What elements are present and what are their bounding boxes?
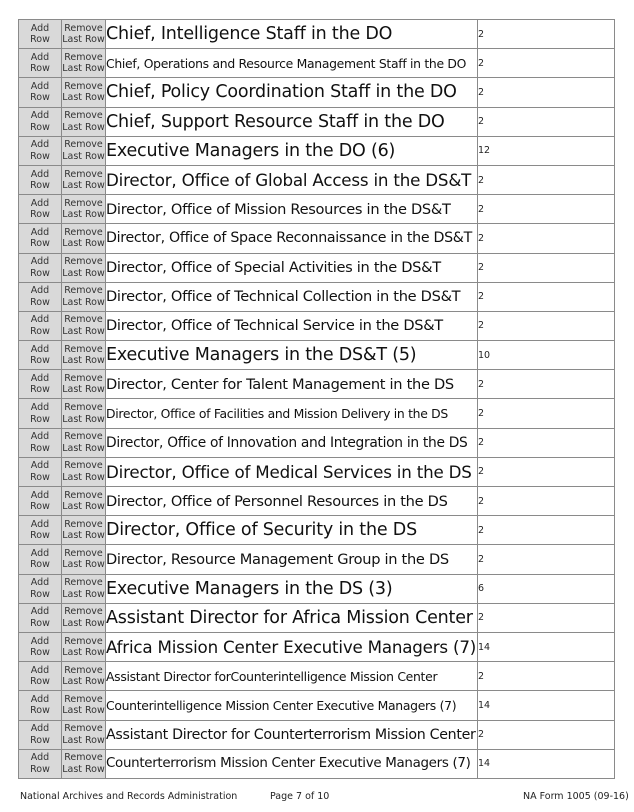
remove-row-label-line: Last Row: [62, 617, 105, 629]
table-row: [19, 253, 615, 282]
count-field[interactable]: 14: [478, 691, 615, 720]
footer-form-number: NA Form 1005 (09-16): [523, 791, 629, 802]
add-row-cell: [19, 311, 62, 340]
count-field[interactable]: 2: [478, 720, 615, 749]
add-row-label-line: Add: [30, 752, 50, 764]
remove-row-label-line: Last Row: [62, 734, 105, 746]
remove-row-label-line: Remove: [64, 314, 103, 326]
remove-row-cell: [62, 78, 106, 107]
add-row-cell: [19, 691, 62, 720]
add-row-button[interactable]: [19, 198, 61, 221]
add-row-label-line: Row: [30, 209, 50, 221]
add-row-label-line: Row: [30, 267, 50, 279]
count-field[interactable]: 2: [478, 428, 615, 457]
position-title-field[interactable]: Director, Office of Technical Service in the DS&T: [106, 311, 478, 340]
table-row: [19, 749, 615, 778]
remove-row-label-line: Last Row: [62, 471, 105, 483]
count-field[interactable]: 2: [478, 165, 615, 194]
table-row: [19, 224, 615, 253]
remove-row-label-line: Remove: [64, 372, 103, 384]
remove-row-cell: [62, 457, 106, 486]
remove-last-row-button[interactable]: [62, 402, 105, 425]
remove-row-label-line: Remove: [64, 168, 103, 180]
remove-row-label-line: Last Row: [62, 355, 105, 367]
count-field[interactable]: 2: [478, 107, 615, 136]
add-row-cell: [19, 224, 62, 253]
table-row: [19, 399, 615, 428]
add-row-button[interactable]: [19, 577, 61, 600]
remove-last-row-button[interactable]: [62, 110, 105, 133]
remove-last-row-button[interactable]: [62, 139, 105, 162]
position-title-field[interactable]: Executive Managers in the DO (6): [106, 136, 478, 165]
add-row-button[interactable]: [19, 23, 61, 46]
add-row-label-line: Row: [30, 150, 50, 162]
add-row-label-line: Row: [30, 471, 50, 483]
add-row-label-line: Row: [30, 92, 50, 104]
position-title-field[interactable]: Chief, Support Resource Staff in the DO: [106, 107, 478, 136]
remove-row-label-line: Remove: [64, 197, 103, 209]
position-title-field[interactable]: Chief, Policy Coordination Staff in the DO: [106, 78, 478, 107]
add-row-cell: [19, 545, 62, 574]
add-row-label-line: Row: [30, 180, 50, 192]
add-row-cell: [19, 136, 62, 165]
remove-row-cell: [62, 662, 106, 691]
add-row-label-line: Row: [30, 413, 50, 425]
remove-row-label-line: Remove: [64, 723, 103, 735]
remove-row-label-line: Remove: [64, 343, 103, 355]
remove-row-cell: [62, 749, 106, 778]
remove-row-label-line: Remove: [64, 518, 103, 530]
table-row: [19, 487, 615, 516]
remove-row-cell: [62, 136, 106, 165]
count-field[interactable]: 2: [478, 49, 615, 78]
table-row: [19, 662, 615, 691]
add-row-cell: [19, 165, 62, 194]
add-row-cell: [19, 574, 62, 603]
remove-row-label-line: Remove: [64, 256, 103, 268]
add-row-label-line: Row: [30, 588, 50, 600]
position-title-field[interactable]: Counterterrorism Mission Center Executive Managers (7): [106, 749, 478, 778]
remove-row-label-line: Remove: [64, 51, 103, 63]
remove-row-label-line: Remove: [64, 226, 103, 238]
add-row-label-line: Add: [30, 664, 50, 676]
table-row: [19, 720, 615, 749]
add-row-button[interactable]: [19, 606, 61, 629]
count-field[interactable]: 2: [478, 662, 615, 691]
add-row-label-line: Add: [30, 693, 50, 705]
add-row-button[interactable]: [19, 285, 61, 308]
add-row-button[interactable]: [19, 519, 61, 542]
add-row-label-line: Add: [30, 22, 50, 34]
count-field[interactable]: 2: [478, 370, 615, 399]
count-field[interactable]: 2: [478, 20, 615, 49]
remove-row-cell: [62, 341, 106, 370]
remove-last-row-button[interactable]: [62, 490, 105, 513]
add-row-label-line: Row: [30, 617, 50, 629]
add-row-button[interactable]: [19, 752, 61, 775]
remove-row-label-line: Last Row: [62, 296, 105, 308]
remove-last-row-button[interactable]: [62, 606, 105, 629]
count-field[interactable]: 2: [478, 224, 615, 253]
add-row-label-line: Add: [30, 372, 50, 384]
add-row-label-line: Add: [30, 256, 50, 268]
table-row: [19, 632, 615, 661]
remove-row-label-line: Last Row: [62, 763, 105, 775]
remove-row-label-line: Remove: [64, 664, 103, 676]
add-row-label-line: Add: [30, 460, 50, 472]
table-row: [19, 341, 615, 370]
remove-last-row-button[interactable]: [62, 227, 105, 250]
add-row-label-line: Row: [30, 559, 50, 571]
add-row-label-line: Row: [30, 705, 50, 717]
table-row: [19, 691, 615, 720]
position-title-field[interactable]: Director, Office of Technical Collection in the DS&T: [106, 282, 478, 311]
table-row: [19, 545, 615, 574]
remove-last-row-button[interactable]: [62, 752, 105, 775]
add-row-cell: [19, 20, 62, 49]
add-row-label-line: Add: [30, 343, 50, 355]
remove-row-label-line: Last Row: [62, 238, 105, 250]
remove-last-row-button[interactable]: [62, 723, 105, 746]
remove-row-label-line: Last Row: [62, 384, 105, 396]
position-title-field[interactable]: Assistant Director for Counterterrorism Mission Center: [106, 720, 478, 749]
remove-row-label-line: Last Row: [62, 442, 105, 454]
add-row-button[interactable]: [19, 694, 61, 717]
remove-row-label-line: Last Row: [62, 676, 105, 688]
footer-agency: National Archives and Records Administration: [20, 791, 238, 802]
position-title-field[interactable]: Chief, Operations and Resource Management Staff in the DO: [106, 49, 478, 78]
remove-row-label-line: Remove: [64, 752, 103, 764]
remove-row-label-line: Remove: [64, 577, 103, 589]
position-title-field[interactable]: Director, Office of Medical Services in the DS: [106, 457, 478, 486]
add-row-label-line: Row: [30, 442, 50, 454]
remove-row-cell: [62, 428, 106, 457]
add-row-button[interactable]: [19, 548, 61, 571]
remove-row-cell: [62, 632, 106, 661]
add-row-cell: [19, 487, 62, 516]
remove-row-label-line: Last Row: [62, 34, 105, 46]
position-title-field[interactable]: Director, Office of Security in the DS: [106, 516, 478, 545]
remove-last-row-button[interactable]: [62, 285, 105, 308]
remove-last-row-button[interactable]: [62, 169, 105, 192]
table-row: [19, 195, 615, 224]
add-row-button[interactable]: [19, 314, 61, 337]
add-row-cell: [19, 516, 62, 545]
position-title-field[interactable]: Director, Resource Management Group in the DS: [106, 545, 478, 574]
remove-row-label-line: Remove: [64, 402, 103, 414]
remove-last-row-button[interactable]: [62, 198, 105, 221]
remove-last-row-button[interactable]: [62, 636, 105, 659]
position-title-field[interactable]: Executive Managers in the DS (3): [106, 574, 478, 603]
add-row-label-line: Row: [30, 501, 50, 513]
add-row-cell: [19, 603, 62, 632]
remove-last-row-button[interactable]: [62, 81, 105, 104]
table-row: [19, 78, 615, 107]
remove-row-cell: [62, 574, 106, 603]
position-title-field[interactable]: Africa Mission Center Executive Managers (7): [106, 632, 478, 661]
remove-last-row-button[interactable]: [62, 373, 105, 396]
count-field[interactable]: 6: [478, 574, 615, 603]
add-row-label-line: Row: [30, 530, 50, 542]
add-row-button[interactable]: [19, 665, 61, 688]
add-row-label-line: Row: [30, 763, 50, 775]
remove-row-label-line: Last Row: [62, 92, 105, 104]
add-row-button[interactable]: [19, 52, 61, 75]
add-row-label-line: Row: [30, 647, 50, 659]
count-field[interactable]: 14: [478, 632, 615, 661]
position-title-field[interactable]: Director, Office of Facilities and Mission Delivery in the DS: [106, 399, 478, 428]
table-row: [19, 136, 615, 165]
add-row-label-line: Add: [30, 51, 50, 63]
add-row-label-line: Add: [30, 110, 50, 122]
add-row-label-line: Row: [30, 63, 50, 75]
add-row-cell: [19, 49, 62, 78]
add-row-cell: [19, 428, 62, 457]
records-grid: [18, 19, 615, 779]
remove-last-row-button[interactable]: [62, 548, 105, 571]
remove-last-row-button[interactable]: [62, 460, 105, 483]
table-row: [19, 107, 615, 136]
remove-row-cell: [62, 720, 106, 749]
remove-row-cell: [62, 370, 106, 399]
remove-row-label-line: Remove: [64, 489, 103, 501]
records-table-body: [19, 20, 615, 779]
position-title-field[interactable]: Counterintelligence Mission Center Executive Managers (7): [106, 691, 478, 720]
add-row-label-line: Add: [30, 723, 50, 735]
add-row-label-line: Add: [30, 635, 50, 647]
remove-row-label-line: Last Row: [62, 150, 105, 162]
remove-row-label-line: Remove: [64, 606, 103, 618]
remove-last-row-button[interactable]: [62, 431, 105, 454]
remove-row-cell: [62, 253, 106, 282]
table-row: [19, 165, 615, 194]
table-row: [19, 370, 615, 399]
add-row-label-line: Add: [30, 606, 50, 618]
remove-last-row-button[interactable]: [62, 256, 105, 279]
remove-row-label-line: Remove: [64, 547, 103, 559]
remove-last-row-button[interactable]: [62, 314, 105, 337]
position-title-field[interactable]: Executive Managers in the DS&T (5): [106, 341, 478, 370]
position-title-field[interactable]: Chief, Intelligence Staff in the DO: [106, 20, 478, 49]
count-field[interactable]: 2: [478, 253, 615, 282]
remove-row-label-line: Last Row: [62, 705, 105, 717]
count-field[interactable]: 2: [478, 487, 615, 516]
add-row-label-line: Add: [30, 226, 50, 238]
count-field[interactable]: 10: [478, 341, 615, 370]
table-row: [19, 282, 615, 311]
add-row-cell: [19, 662, 62, 691]
remove-row-cell: [62, 49, 106, 78]
position-title-field[interactable]: Director, Office of Special Activities in the DS&T: [106, 253, 478, 282]
add-row-cell: [19, 253, 62, 282]
remove-row-cell: [62, 20, 106, 49]
add-row-label-line: Row: [30, 325, 50, 337]
add-row-button[interactable]: [19, 169, 61, 192]
remove-last-row-button[interactable]: [62, 665, 105, 688]
add-row-label-line: Add: [30, 80, 50, 92]
add-row-label-line: Add: [30, 577, 50, 589]
table-row: [19, 574, 615, 603]
remove-row-label-line: Remove: [64, 80, 103, 92]
remove-row-label-line: Last Row: [62, 413, 105, 425]
remove-row-cell: [62, 487, 106, 516]
add-row-label-line: Add: [30, 489, 50, 501]
add-row-button[interactable]: [19, 723, 61, 746]
add-row-button[interactable]: [19, 81, 61, 104]
remove-row-cell: [62, 545, 106, 574]
remove-row-label-line: Remove: [64, 431, 103, 443]
add-row-button[interactable]: [19, 139, 61, 162]
add-row-cell: [19, 749, 62, 778]
count-field[interactable]: 14: [478, 749, 615, 778]
remove-row-cell: [62, 691, 106, 720]
remove-row-label-line: Last Row: [62, 325, 105, 337]
remove-last-row-button[interactable]: [62, 344, 105, 367]
remove-row-cell: [62, 399, 106, 428]
remove-row-cell: [62, 282, 106, 311]
add-row-cell: [19, 632, 62, 661]
remove-row-cell: [62, 516, 106, 545]
add-row-label-line: Row: [30, 355, 50, 367]
remove-last-row-button[interactable]: [62, 577, 105, 600]
remove-row-label-line: Last Row: [62, 180, 105, 192]
position-title-field[interactable]: Director, Office of Global Access in the DS&T: [106, 165, 478, 194]
add-row-button[interactable]: [19, 636, 61, 659]
remove-row-label-line: Remove: [64, 139, 103, 151]
add-row-label-line: Add: [30, 197, 50, 209]
position-title-field[interactable]: Director, Office of Personnel Resources in the DS: [106, 487, 478, 516]
remove-last-row-button[interactable]: [62, 52, 105, 75]
add-row-button[interactable]: [19, 402, 61, 425]
remove-row-cell: [62, 195, 106, 224]
remove-row-label-line: Last Row: [62, 647, 105, 659]
remove-row-label-line: Remove: [64, 693, 103, 705]
position-title-field[interactable]: Assistant Director for Africa Mission Center: [106, 603, 478, 632]
position-title-field[interactable]: Director, Office of Mission Resources in the DS&T: [106, 195, 478, 224]
table-row: [19, 428, 615, 457]
remove-row-label-line: Last Row: [62, 501, 105, 513]
add-row-button[interactable]: [19, 373, 61, 396]
add-row-label-line: Add: [30, 168, 50, 180]
add-row-label-line: Add: [30, 518, 50, 530]
add-row-cell: [19, 399, 62, 428]
count-field[interactable]: 12: [478, 136, 615, 165]
add-row-label-line: Add: [30, 139, 50, 151]
remove-row-cell: [62, 107, 106, 136]
records-table: [18, 19, 615, 779]
remove-row-label-line: Remove: [64, 635, 103, 647]
add-row-cell: [19, 78, 62, 107]
remove-row-label-line: Last Row: [62, 63, 105, 75]
table-row: [19, 516, 615, 545]
add-row-button[interactable]: [19, 460, 61, 483]
add-row-button[interactable]: [19, 227, 61, 250]
count-field[interactable]: 2: [478, 311, 615, 340]
add-row-cell: [19, 282, 62, 311]
remove-row-label-line: Remove: [64, 22, 103, 34]
add-row-label-line: Row: [30, 384, 50, 396]
add-row-cell: [19, 370, 62, 399]
add-row-button[interactable]: [19, 344, 61, 367]
remove-row-label-line: Last Row: [62, 559, 105, 571]
add-row-button[interactable]: [19, 256, 61, 279]
table-row: [19, 49, 615, 78]
remove-row-cell: [62, 311, 106, 340]
remove-row-label-line: Last Row: [62, 209, 105, 221]
add-row-button[interactable]: [19, 110, 61, 133]
remove-row-cell: [62, 224, 106, 253]
remove-row-label-line: Last Row: [62, 267, 105, 279]
table-row: [19, 20, 615, 49]
add-row-label-line: Add: [30, 285, 50, 297]
remove-row-label-line: Remove: [64, 285, 103, 297]
remove-row-label-line: Last Row: [62, 121, 105, 133]
count-field[interactable]: 2: [478, 457, 615, 486]
table-row: [19, 457, 615, 486]
add-row-cell: [19, 457, 62, 486]
footer-page-number: Page 7 of 10: [270, 791, 330, 802]
remove-last-row-button[interactable]: [62, 519, 105, 542]
add-row-label-line: Add: [30, 547, 50, 559]
remove-last-row-button[interactable]: [62, 23, 105, 46]
count-field[interactable]: 2: [478, 545, 615, 574]
add-row-label-line: Row: [30, 676, 50, 688]
position-title-field[interactable]: Director, Center for Talent Management in the DS: [106, 370, 478, 399]
count-field[interactable]: 2: [478, 282, 615, 311]
count-field[interactable]: 2: [478, 603, 615, 632]
count-field[interactable]: 2: [478, 399, 615, 428]
add-row-label-line: Row: [30, 34, 50, 46]
remove-row-cell: [62, 165, 106, 194]
remove-row-cell: [62, 603, 106, 632]
add-row-button[interactable]: [19, 431, 61, 454]
add-row-label-line: Add: [30, 431, 50, 443]
add-row-cell: [19, 195, 62, 224]
position-title-field[interactable]: Director, Office of Innovation and Integration in the DS: [106, 428, 478, 457]
add-row-label-line: Row: [30, 238, 50, 250]
remove-row-label-line: Remove: [64, 110, 103, 122]
add-row-button[interactable]: [19, 490, 61, 513]
add-row-label-line: Add: [30, 314, 50, 326]
table-row: [19, 603, 615, 632]
count-field[interactable]: 2: [478, 516, 615, 545]
count-field[interactable]: 2: [478, 78, 615, 107]
remove-row-label-line: Last Row: [62, 530, 105, 542]
add-row-label-line: Row: [30, 121, 50, 133]
add-row-label-line: Add: [30, 402, 50, 414]
remove-row-label-line: Last Row: [62, 588, 105, 600]
count-field[interactable]: 2: [478, 195, 615, 224]
add-row-label-line: Row: [30, 296, 50, 308]
remove-row-label-line: Remove: [64, 460, 103, 472]
add-row-cell: [19, 720, 62, 749]
add-row-label-line: Row: [30, 734, 50, 746]
remove-last-row-button[interactable]: [62, 694, 105, 717]
position-title-field[interactable]: Director, Office of Space Reconnaissance in the DS&T: [106, 224, 478, 253]
position-title-field[interactable]: Assistant Director forCounterintelligence Mission Center: [106, 662, 478, 691]
add-row-cell: [19, 107, 62, 136]
add-row-cell: [19, 341, 62, 370]
table-row: [19, 311, 615, 340]
